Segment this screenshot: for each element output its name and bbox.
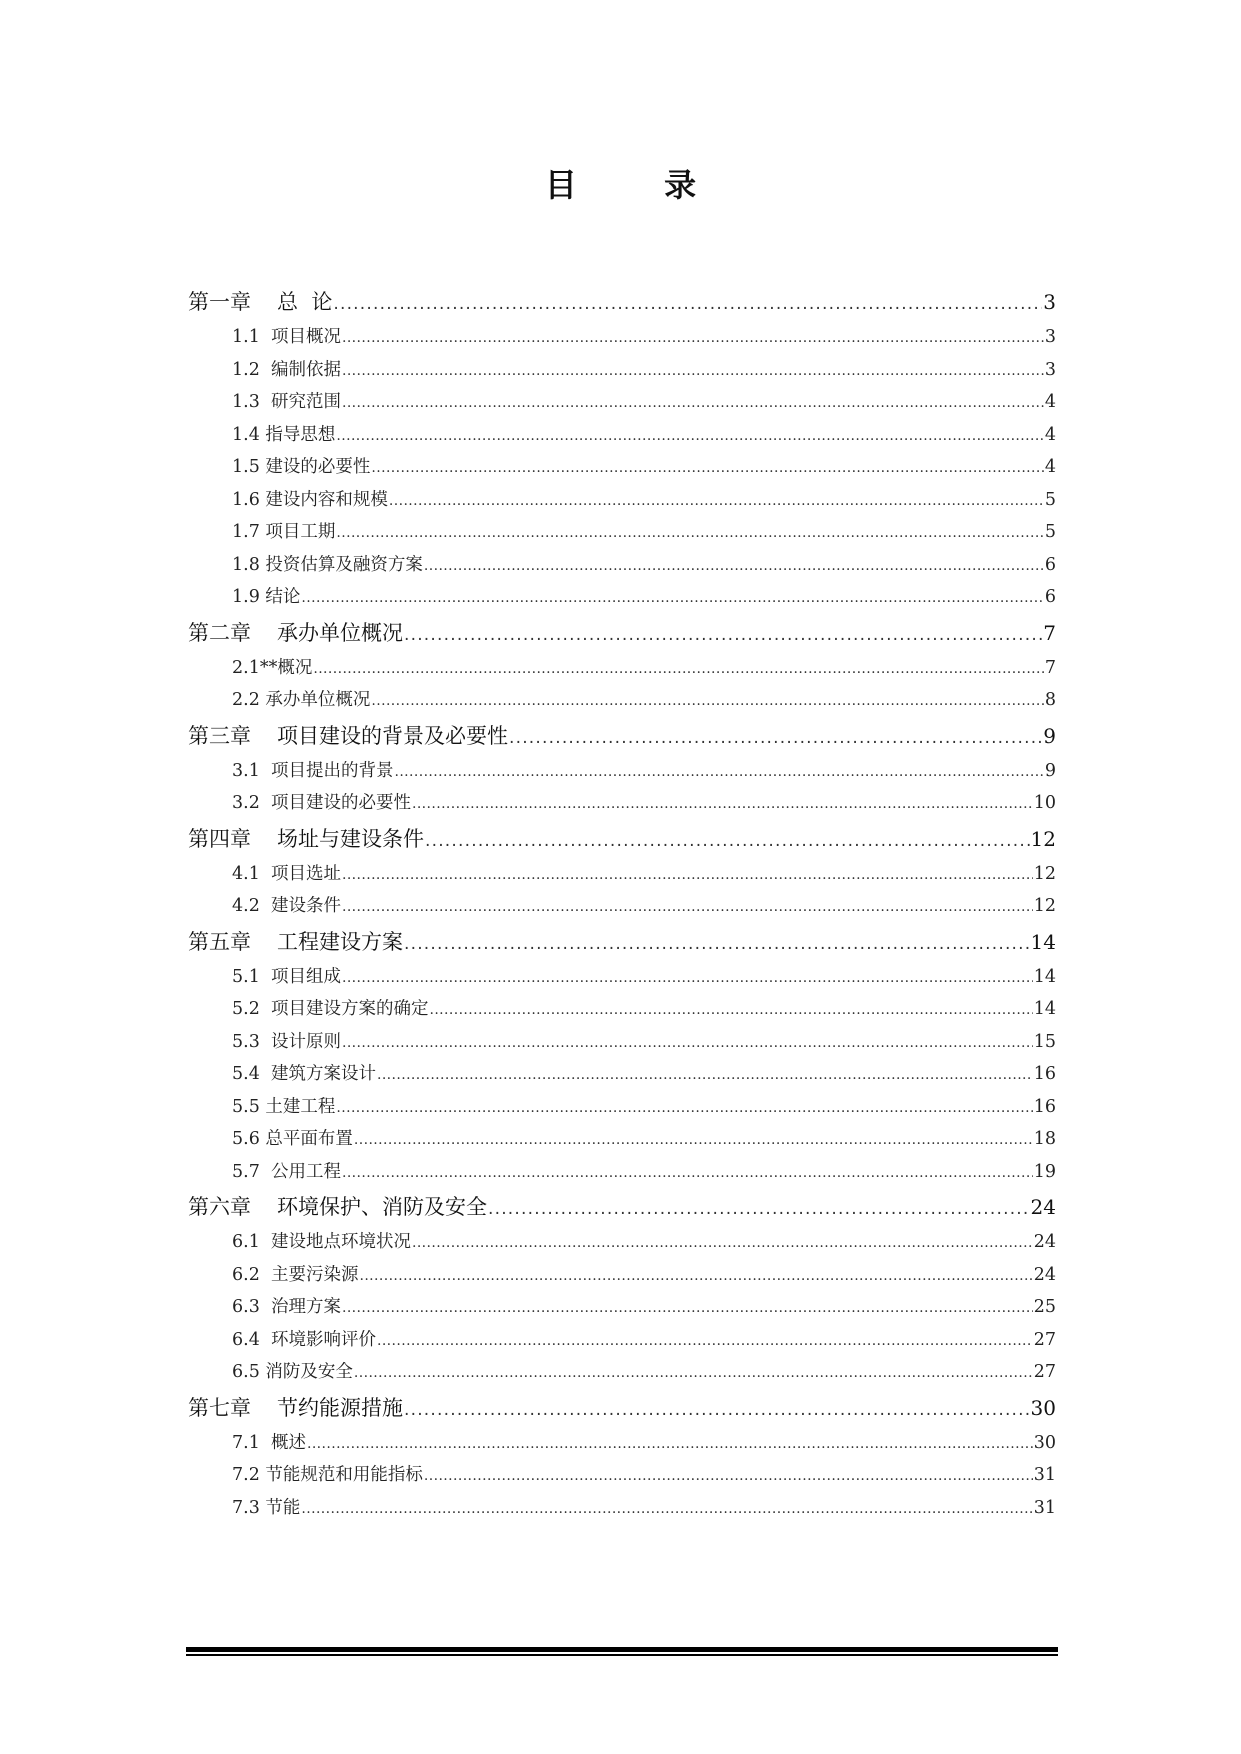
toc-dot-leader bbox=[301, 1493, 1032, 1526]
toc-section-title: 6.4 环境影响评价 bbox=[232, 1329, 376, 1350]
toc-page-number: 14 bbox=[1030, 929, 1056, 954]
toc-page-number: 18 bbox=[1033, 1129, 1056, 1149]
toc-section-title: 5.1 项目组成 bbox=[232, 966, 341, 987]
toc-section-entry[interactable] bbox=[188, 755, 1056, 788]
toc-page-number: 3 bbox=[1043, 290, 1056, 314]
toc-chapter-title: 工程建设方案 bbox=[277, 929, 403, 954]
toc-section-title: 5.4 建筑方案设计 bbox=[232, 1064, 376, 1084]
toc-dot-leader bbox=[359, 1260, 1032, 1293]
toc-chapter-entry[interactable] bbox=[188, 820, 1056, 858]
toc-page-number: 24 bbox=[1033, 1264, 1056, 1285]
toc-chapter-number: 第二章 bbox=[188, 620, 251, 645]
toc-dot-leader bbox=[342, 891, 1033, 924]
toc-page-number: 4 bbox=[1044, 424, 1056, 445]
toc-page-number: 4 bbox=[1044, 392, 1056, 412]
toc-section-title: 5.7 公用工程 bbox=[232, 1161, 341, 1182]
toc-section-title: 6.2 主要污染源 bbox=[232, 1264, 359, 1285]
toc-page-number: 5 bbox=[1044, 522, 1056, 542]
toc-section-entry[interactable] bbox=[188, 451, 1056, 484]
toc-chapter-title: 项目建设的背景及必要性 bbox=[277, 723, 508, 748]
toc-page-number: 25 bbox=[1033, 1297, 1056, 1317]
toc-page-number: 19 bbox=[1033, 1161, 1056, 1182]
toc-section-title: 7.3 节能 bbox=[232, 1497, 301, 1518]
toc-dot-leader bbox=[371, 685, 1043, 718]
toc-chapter-title: 总 论 bbox=[277, 290, 333, 314]
toc-section-entry[interactable] bbox=[188, 1091, 1056, 1124]
toc-section-entry[interactable] bbox=[188, 1156, 1056, 1189]
footer-rule-thick-line bbox=[186, 1647, 1058, 1652]
toc-page-number: 30 bbox=[1033, 1432, 1056, 1453]
toc-dot-leader bbox=[488, 1190, 1030, 1228]
toc-chapter-title: 承办单位概况 bbox=[277, 620, 403, 645]
toc-section-title: 1.9 结论 bbox=[232, 587, 301, 607]
toc-section-entry[interactable] bbox=[188, 890, 1056, 923]
toc-page-number: 3 bbox=[1044, 327, 1056, 347]
toc-dot-leader bbox=[342, 387, 1044, 420]
toc-dot-leader bbox=[424, 550, 1044, 583]
toc-page-number: 9 bbox=[1043, 723, 1056, 748]
toc-section-entry[interactable] bbox=[188, 652, 1056, 685]
toc-page-number: 8 bbox=[1044, 690, 1056, 710]
toc-section-entry[interactable] bbox=[188, 419, 1056, 452]
toc-page-number: 12 bbox=[1030, 826, 1056, 851]
toc-section-entry[interactable] bbox=[188, 787, 1056, 820]
toc-section-title: 5.2 项目建设方案的确定 bbox=[232, 999, 429, 1019]
toc-chapter-number: 第六章 bbox=[188, 1195, 251, 1219]
toc-dot-leader bbox=[377, 1325, 1033, 1358]
toc-dot-leader bbox=[371, 452, 1043, 485]
toc-page-number: 12 bbox=[1033, 863, 1056, 884]
toc-page-number: 6 bbox=[1044, 554, 1056, 575]
toc-section-entry[interactable] bbox=[188, 386, 1056, 419]
toc-dot-leader bbox=[354, 1124, 1033, 1157]
toc-chapter-entry[interactable] bbox=[188, 1389, 1056, 1427]
toc-page-number: 16 bbox=[1033, 1064, 1056, 1084]
toc-section-title: 5.3 设计原则 bbox=[232, 1031, 341, 1052]
toc-dot-leader bbox=[313, 653, 1044, 686]
toc-section-entry[interactable] bbox=[188, 993, 1056, 1026]
toc-dot-leader bbox=[394, 756, 1043, 789]
toc-dot-leader bbox=[389, 485, 1044, 518]
toc-chapter-title: 场址与建设条件 bbox=[277, 826, 424, 851]
toc-section-title: 1.8 投资估算及融资方案 bbox=[232, 554, 423, 575]
toc-chapter-number: 第三章 bbox=[188, 723, 251, 748]
page-title: 目 录 bbox=[544, 166, 735, 204]
toc-dot-leader bbox=[425, 822, 1030, 860]
table-of-contents bbox=[188, 283, 1056, 1524]
toc-dot-leader bbox=[404, 925, 1030, 963]
toc-page-number: 14 bbox=[1033, 999, 1056, 1019]
toc-dot-leader bbox=[509, 719, 1042, 757]
toc-section-title: 7.1 概述 bbox=[232, 1432, 306, 1453]
toc-chapter-entry[interactable] bbox=[188, 923, 1056, 961]
toc-page-number: 27 bbox=[1033, 1329, 1056, 1350]
toc-section-title: 1.5 建设的必要性 bbox=[232, 457, 371, 477]
toc-dot-leader bbox=[307, 1428, 1033, 1461]
toc-dot-leader bbox=[301, 582, 1043, 615]
toc-section-entry[interactable] bbox=[188, 1291, 1056, 1324]
toc-dot-leader bbox=[404, 1391, 1030, 1429]
toc-page-number: 31 bbox=[1033, 1497, 1056, 1518]
toc-chapter-title: 环境保护、消防及安全 bbox=[277, 1195, 487, 1219]
toc-section-title: 1.7 项目工期 bbox=[232, 522, 336, 542]
toc-dot-leader bbox=[342, 322, 1044, 355]
toc-section-entry[interactable] bbox=[188, 1459, 1056, 1492]
toc-dot-leader bbox=[377, 1059, 1033, 1092]
toc-chapter-entry[interactable] bbox=[188, 283, 1056, 321]
footer-rule bbox=[186, 1647, 1058, 1656]
toc-dot-leader bbox=[342, 1027, 1033, 1060]
toc-page-number: 6 bbox=[1044, 587, 1056, 607]
toc-section-entry[interactable] bbox=[188, 484, 1056, 517]
toc-chapter-entry[interactable] bbox=[188, 1188, 1056, 1226]
toc-section-entry[interactable] bbox=[188, 858, 1056, 891]
toc-page-number: 5 bbox=[1044, 489, 1056, 510]
toc-dot-leader bbox=[342, 859, 1033, 892]
toc-section-title: 6.3 治理方案 bbox=[232, 1297, 341, 1317]
toc-section-title: 2.1**概况 bbox=[232, 657, 313, 678]
toc-section-entry[interactable] bbox=[188, 581, 1056, 614]
toc-chapter-entry[interactable] bbox=[188, 717, 1056, 755]
toc-section-title: 6.5 消防及安全 bbox=[232, 1362, 353, 1382]
toc-section-entry[interactable] bbox=[188, 1058, 1056, 1091]
toc-section-entry[interactable] bbox=[188, 961, 1056, 994]
toc-dot-leader bbox=[336, 1092, 1032, 1125]
toc-dot-leader bbox=[342, 1157, 1033, 1190]
toc-section-entry[interactable] bbox=[188, 354, 1056, 387]
toc-dot-leader bbox=[412, 788, 1033, 821]
toc-page-number: 7 bbox=[1044, 657, 1056, 678]
toc-dot-leader bbox=[336, 517, 1043, 550]
toc-chapter-title: 节约能源措施 bbox=[277, 1395, 403, 1420]
toc-section-title: 3.2 项目建设的必要性 bbox=[232, 793, 411, 813]
toc-section-entry[interactable] bbox=[188, 1492, 1056, 1525]
toc-page-number: 14 bbox=[1033, 966, 1056, 987]
toc-section-title: 1.1 项目概况 bbox=[232, 327, 341, 347]
toc-section-entry[interactable] bbox=[188, 1324, 1056, 1357]
toc-section-title: 1.3 研究范围 bbox=[232, 392, 341, 412]
toc-page-number: 31 bbox=[1033, 1465, 1056, 1485]
toc-chapter-entry[interactable] bbox=[188, 614, 1056, 652]
toc-section-title: 3.1 项目提出的背景 bbox=[232, 760, 394, 781]
toc-chapter-number: 第五章 bbox=[188, 929, 251, 954]
toc-page-number: 16 bbox=[1033, 1096, 1056, 1117]
toc-section-title: 7.2 节能规范和用能指标 bbox=[232, 1465, 423, 1485]
toc-dot-leader bbox=[342, 355, 1044, 388]
toc-section-entry[interactable] bbox=[188, 321, 1056, 354]
toc-section-title: 4.2 建设条件 bbox=[232, 896, 341, 916]
toc-section-entry[interactable] bbox=[188, 516, 1056, 549]
toc-section-title: 6.1 建设地点环境状况 bbox=[232, 1232, 411, 1252]
toc-section-title: 1.4 指导思想 bbox=[232, 424, 336, 445]
toc-dot-leader bbox=[424, 1460, 1033, 1493]
toc-dot-leader bbox=[429, 994, 1032, 1027]
toc-page-number: 7 bbox=[1043, 620, 1056, 645]
toc-section-title: 4.1 项目选址 bbox=[232, 863, 341, 884]
toc-page-number: 15 bbox=[1033, 1031, 1056, 1052]
footer-rule-thin-line bbox=[186, 1654, 1058, 1656]
toc-dot-leader bbox=[342, 1292, 1033, 1325]
toc-page-number: 9 bbox=[1044, 760, 1056, 781]
toc-page-number: 24 bbox=[1033, 1232, 1056, 1252]
toc-chapter-number: 第七章 bbox=[188, 1395, 251, 1420]
toc-section-entry[interactable] bbox=[188, 549, 1056, 582]
toc-section-title: 5.6 总平面布置 bbox=[232, 1129, 353, 1149]
toc-page-number: 27 bbox=[1033, 1362, 1056, 1382]
toc-section-entry[interactable] bbox=[188, 1226, 1056, 1259]
toc-dot-leader bbox=[412, 1227, 1033, 1260]
toc-section-title: 1.2 编制依据 bbox=[232, 359, 341, 380]
toc-section-entry[interactable] bbox=[188, 1123, 1056, 1156]
toc-section-entry[interactable] bbox=[188, 1026, 1056, 1059]
toc-dot-leader bbox=[354, 1357, 1033, 1390]
toc-page-number: 10 bbox=[1033, 793, 1056, 813]
toc-section-entry[interactable] bbox=[188, 1356, 1056, 1389]
toc-section-entry[interactable] bbox=[188, 1427, 1056, 1460]
toc-page-number: 3 bbox=[1044, 359, 1056, 380]
toc-page-number: 30 bbox=[1030, 1395, 1056, 1420]
toc-section-title: 1.6 建设内容和规模 bbox=[232, 489, 388, 510]
toc-page-number: 12 bbox=[1033, 896, 1056, 916]
toc-dot-leader bbox=[333, 285, 1042, 323]
toc-chapter-number: 第一章 bbox=[188, 290, 251, 314]
toc-dot-leader bbox=[336, 420, 1043, 453]
toc-page-number: 24 bbox=[1030, 1195, 1056, 1219]
toc-section-title: 2.2 承办单位概况 bbox=[232, 690, 371, 710]
toc-dot-leader bbox=[404, 616, 1042, 654]
toc-section-entry[interactable] bbox=[188, 1259, 1056, 1292]
toc-page-number: 4 bbox=[1044, 457, 1056, 477]
toc-section-entry[interactable] bbox=[188, 684, 1056, 717]
toc-chapter-number: 第四章 bbox=[188, 826, 251, 851]
toc-section-title: 5.5 土建工程 bbox=[232, 1096, 336, 1117]
toc-dot-leader bbox=[342, 962, 1033, 995]
